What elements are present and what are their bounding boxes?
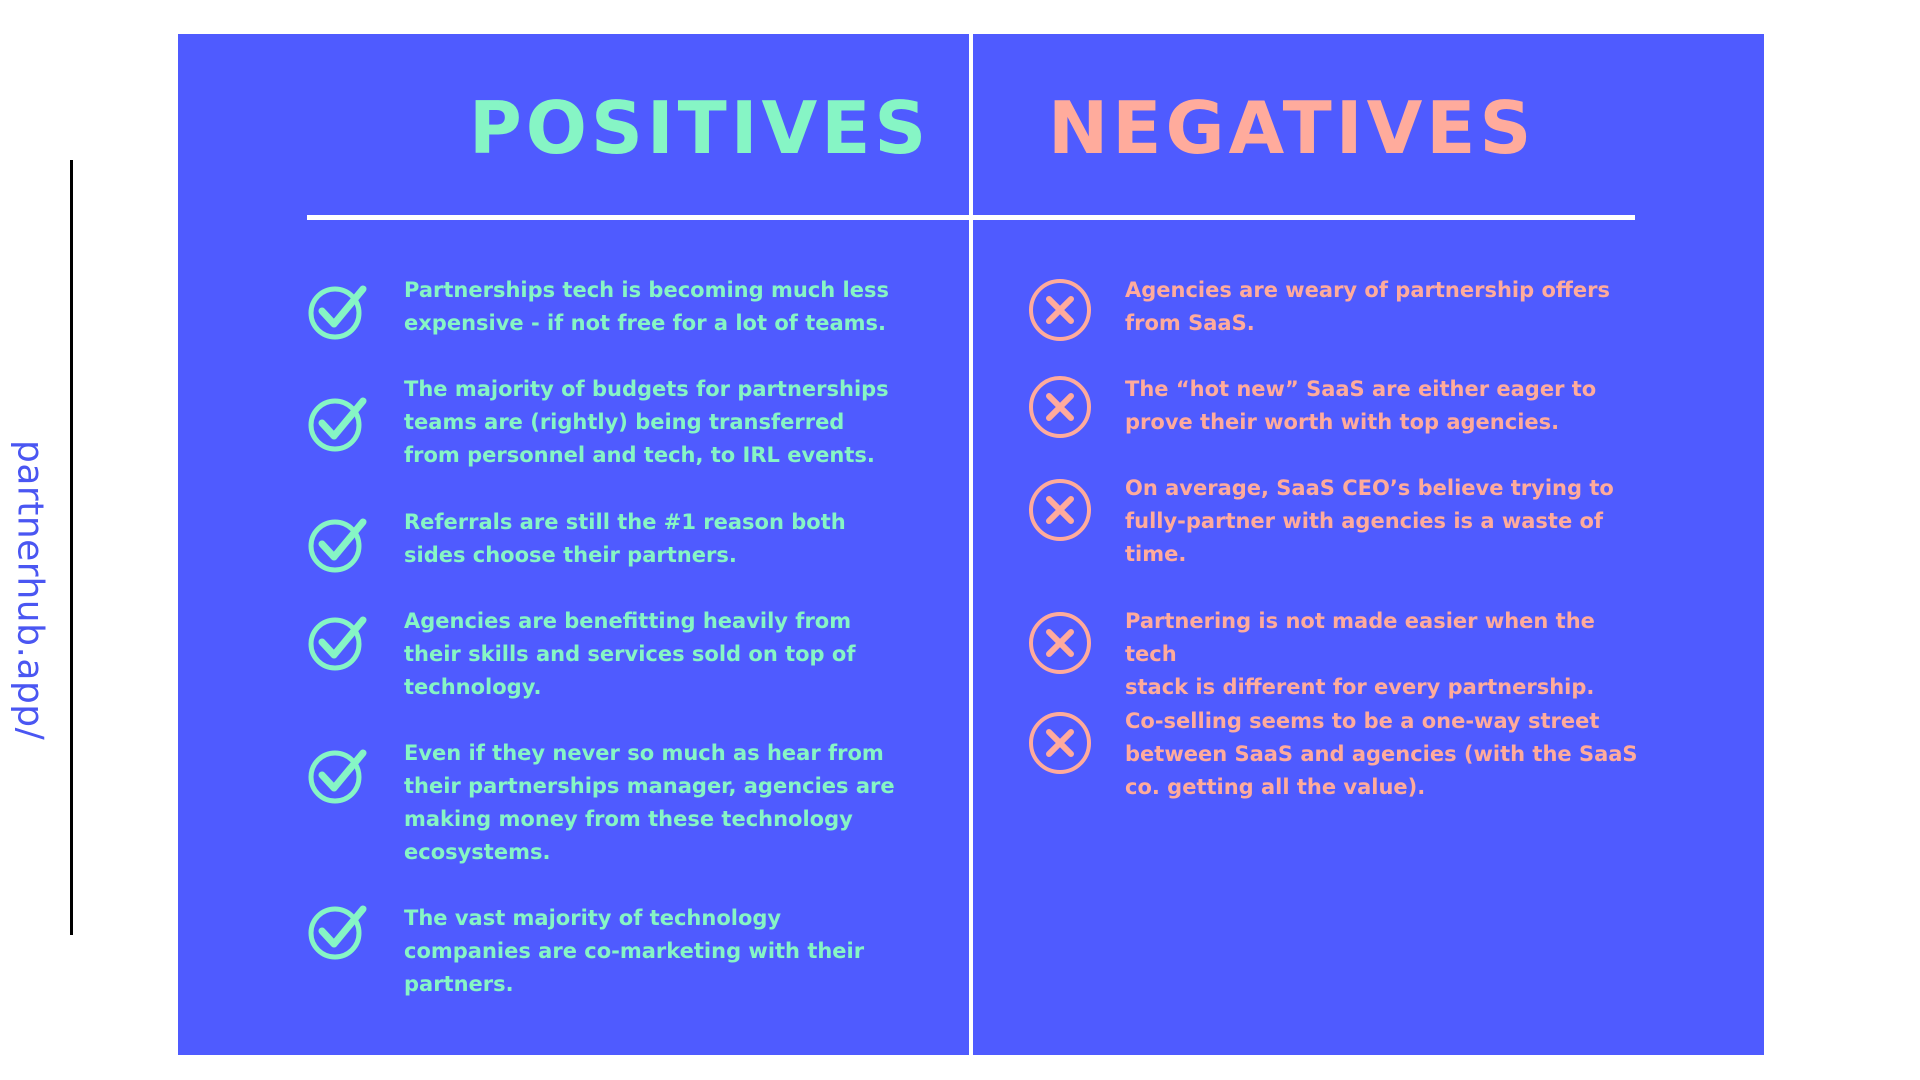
negative-item-text: On average, SaaS CEO’s believe trying to fully-partner with agencies is a waste of time. [1125, 476, 1614, 566]
positive-item-text: The vast majority of technology companies are co-marketing with their partners. [404, 906, 865, 996]
positive-item-text: Even if they never so much as hear from their partnerships manager, agencies are making money from these technology ecosystems. [404, 741, 895, 864]
check-circle-icon [307, 608, 373, 674]
column-divider [969, 34, 973, 1055]
check-circle-icon [307, 389, 373, 455]
x-circle-icon [1027, 710, 1093, 776]
x-circle-icon [1027, 374, 1093, 440]
site-url-text: partnerhub.app/ [9, 439, 51, 741]
negative-item-text: Co-selling seems to be a one-way street between SaaS and agencies (with the SaaS co. getting all the value). [1125, 709, 1638, 799]
positives-heading: POSITIVES [469, 86, 931, 170]
comparison-panel [178, 34, 1764, 1055]
x-circle-icon [1027, 477, 1093, 543]
x-circle-icon [1027, 610, 1093, 676]
check-circle-icon [307, 897, 373, 963]
negative-item-text: The “hot new” SaaS are either eager to prove their worth with top agencies. [1125, 377, 1597, 434]
positive-item-text: Referrals are still the #1 reason both sides choose their partners. [404, 510, 846, 567]
side-divider [70, 160, 73, 935]
negative-item-text: Partnering is not made easier when the tech stack is different for every partnership. [1125, 609, 1595, 699]
negatives-heading: NEGATIVES [1048, 86, 1536, 170]
check-circle-icon [307, 277, 373, 343]
site-url-label [10, 430, 50, 750]
positive-item-text: Partnerships tech is becoming much less expensive - if not free for a lot of teams. [404, 278, 889, 335]
negative-item-text: Agencies are weary of partnership offers from SaaS. [1125, 278, 1610, 335]
positive-item-text: The majority of budgets for partnerships teams are (rightly) being transferred from personnel and tech, to IRL events. [404, 377, 889, 467]
check-circle-icon [307, 510, 373, 576]
heading-divider [307, 215, 1635, 220]
positive-item-text: Agencies are benefitting heavily from their skills and services sold on top of technology. [404, 609, 856, 699]
check-circle-icon [307, 741, 373, 807]
x-circle-icon [1027, 277, 1093, 343]
